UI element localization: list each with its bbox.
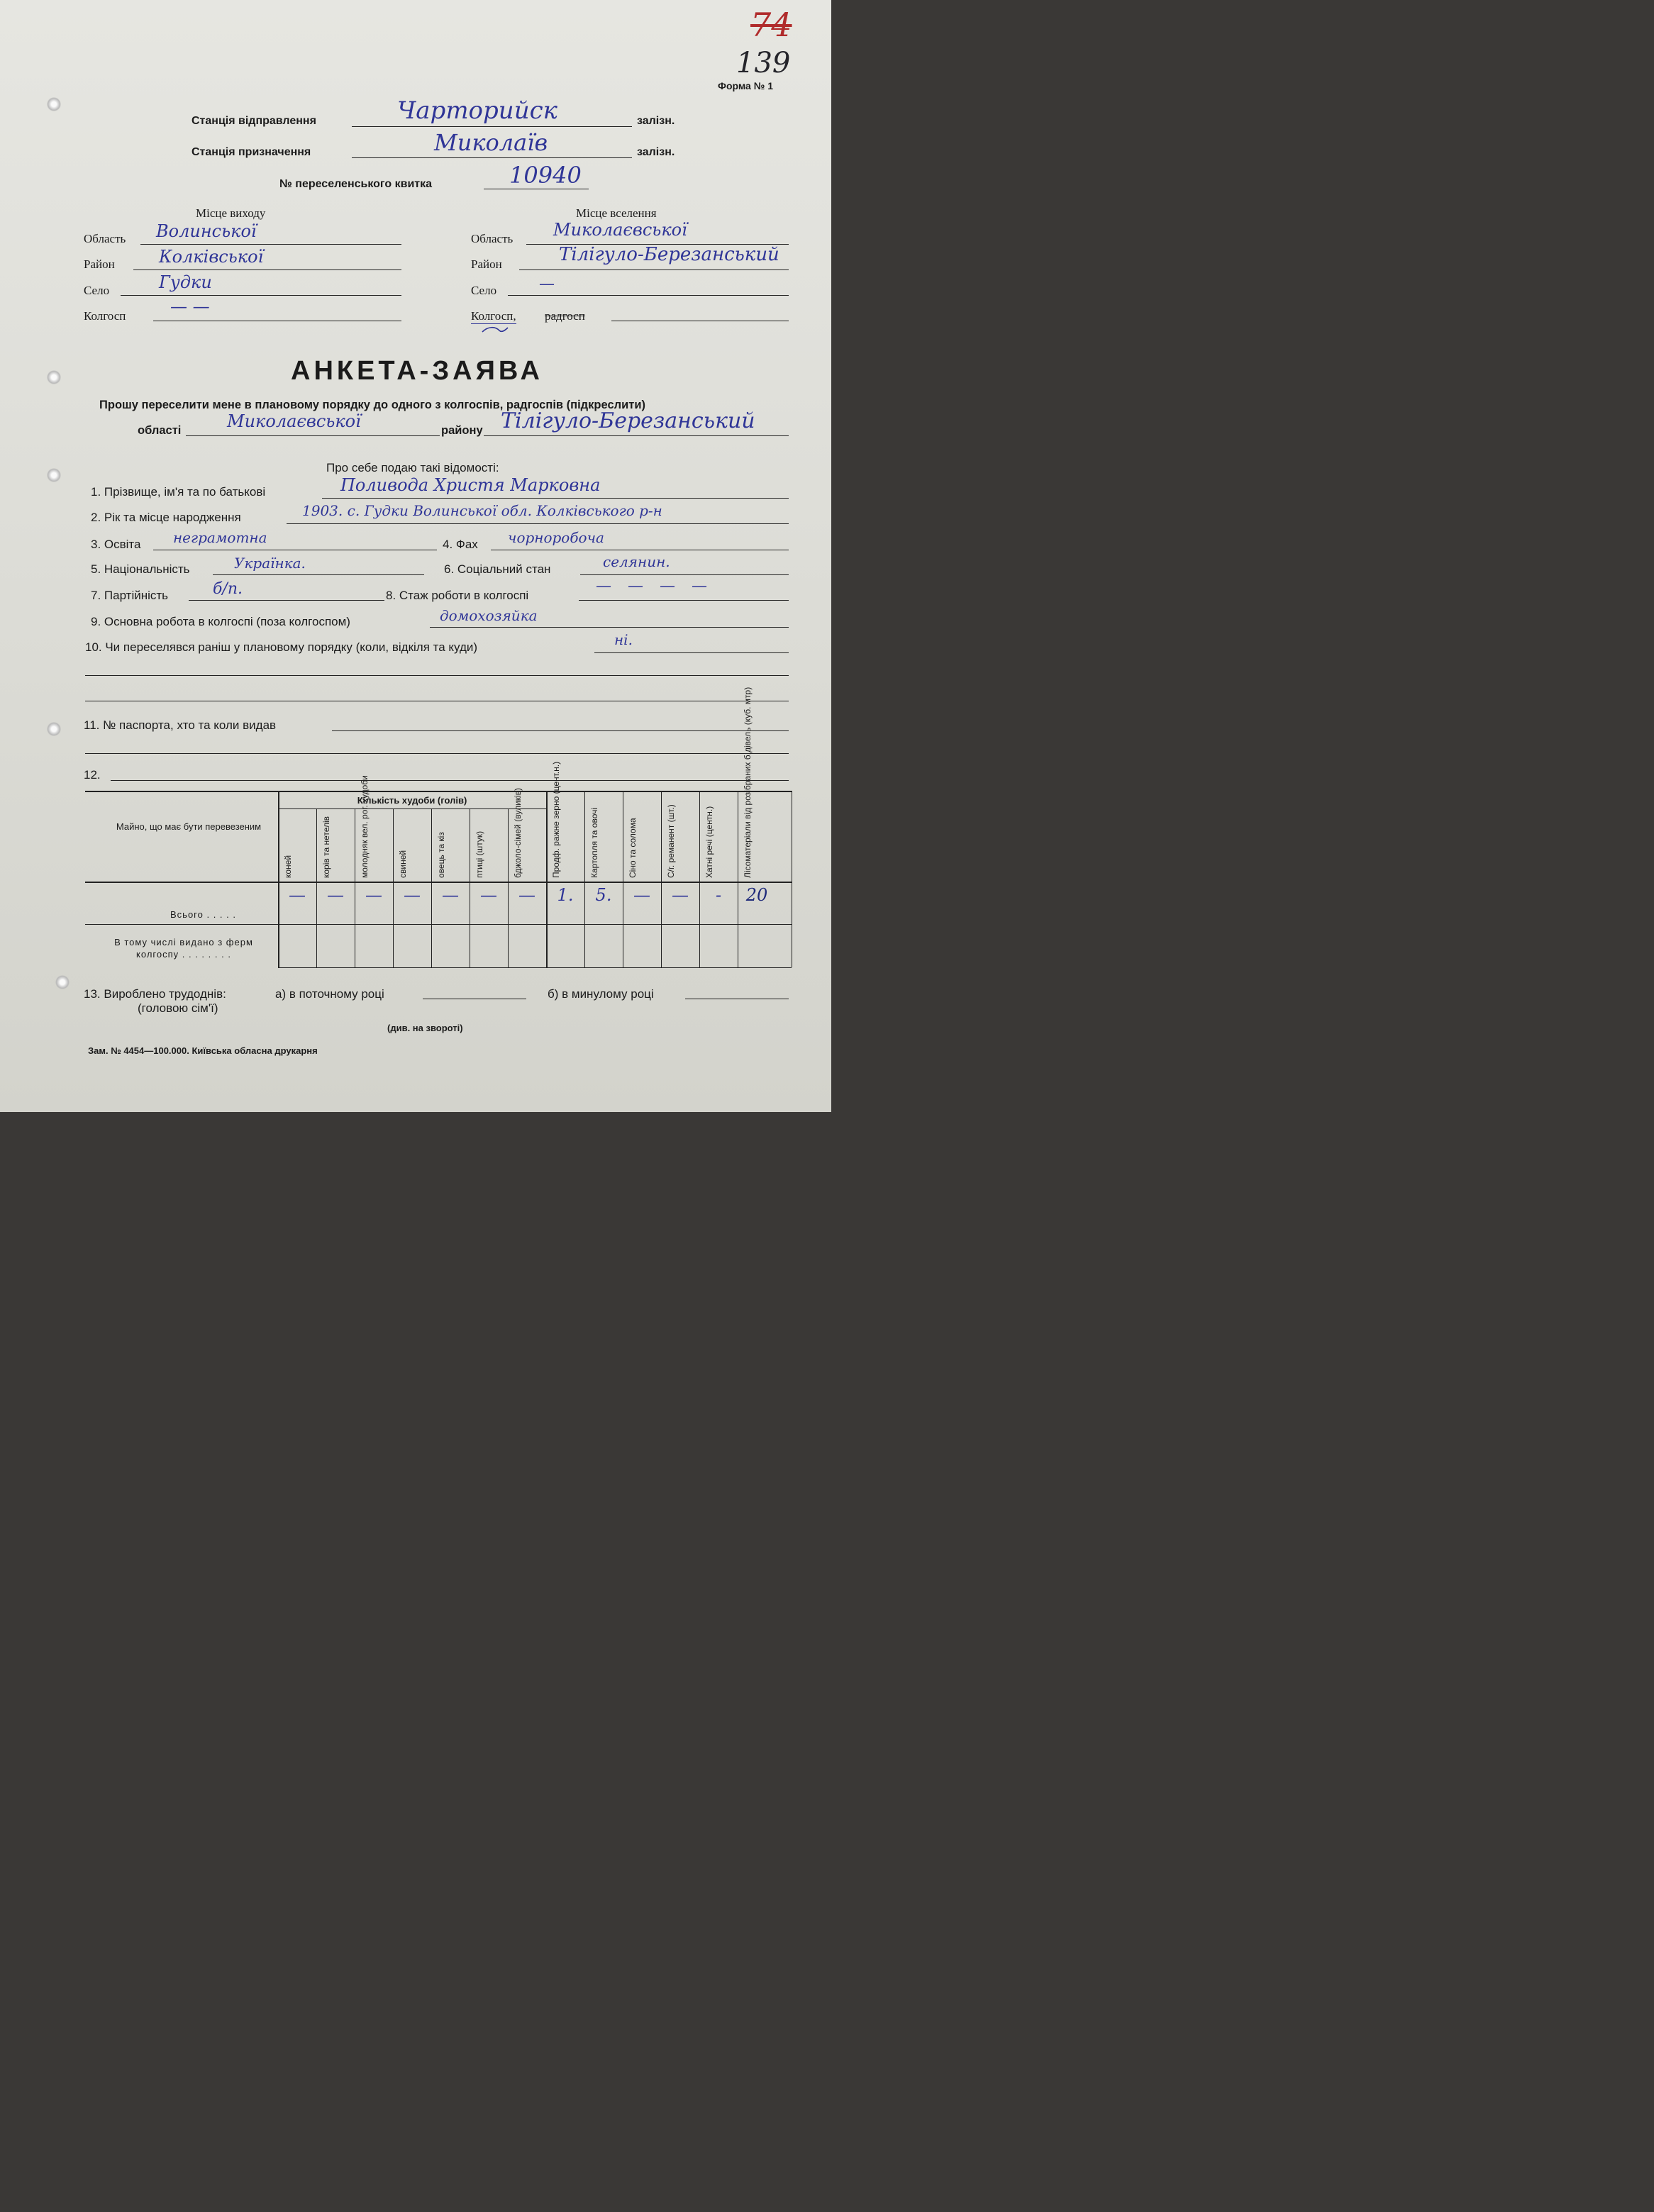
field-7-label: 7. Партійність — [91, 589, 169, 602]
table-total-cell: — — [518, 885, 535, 905]
row-farm-label: В тому числі видано з ферм колгоспу . . . . . . . . — [114, 937, 253, 960]
field-11-label: 11. № паспорта, хто та коли видав — [84, 718, 277, 732]
form-title: АНКЕТА-ЗАЯВА — [291, 356, 543, 386]
dest-kolhosp-label: Колгосп, — [471, 309, 516, 323]
dest-selo-value: — — [539, 275, 555, 293]
table-column-header: Продф. ражне зерно (цент.н.) — [551, 761, 561, 878]
field-10-value: ні. — [614, 631, 633, 648]
field-6-value: селянин. — [603, 553, 670, 570]
field-12-label: 12. — [84, 768, 101, 782]
request-text: Прошу переселити мене в плановому порядку до одного з колгоспів, радгоспів (підкреслити) — [99, 399, 645, 411]
property-header: Майно, що має бути перевезеним — [116, 821, 262, 832]
table-column-header: С/г. реманент (шт.) — [666, 804, 676, 878]
table-total-cell: — — [672, 885, 689, 905]
request-oblast-value: Миколаєвської — [227, 411, 361, 431]
table-total-cell: — — [480, 885, 497, 905]
destination-suffix: залізн. — [637, 146, 675, 158]
dest-oblast-label: Область — [471, 232, 514, 245]
request-oblast-label: області — [138, 424, 182, 437]
reverse-note: (див. на звороті) — [387, 1023, 463, 1033]
origin-raion-label: Район — [84, 257, 115, 271]
table-column-header: бджоло-сімей (вуликів) — [513, 787, 523, 878]
dest-selo-label: Село — [471, 284, 497, 297]
punch-hole — [47, 468, 61, 482]
dest-raion-value: Тілігуло-Березанський — [559, 244, 779, 265]
page-number: 139 — [736, 47, 791, 79]
field-9-label: 9. Основна робота в колгоспі (поза колгоспом) — [91, 615, 350, 628]
dest-radhosp-label: радгосп — [545, 309, 585, 323]
punch-hole — [55, 975, 70, 989]
struck-archive-number: 74 — [750, 6, 792, 44]
intro-text: Про себе подаю такі відомості: — [326, 461, 499, 474]
table-column-divider — [584, 791, 585, 967]
punch-hole — [47, 722, 61, 736]
origin-kolhosp-label: Колгосп — [84, 309, 126, 323]
table-column-divider — [699, 791, 700, 967]
field-5-label: 5. Національність — [91, 562, 190, 576]
field-13-a-label: а) в поточному році — [275, 987, 384, 1001]
dest-raion-label: Район — [471, 257, 502, 271]
field-1-value: Поливода Христя Марковна — [340, 475, 601, 495]
punch-hole — [47, 97, 61, 111]
table-column-header: Хатні речі (центн.) — [704, 806, 714, 878]
table-total-cell: - — [715, 885, 722, 905]
origin-oblast-value: Волинської — [156, 221, 257, 241]
table-column-header: птиці (штук) — [474, 830, 484, 878]
table-column-header: овець та кіз — [436, 832, 446, 878]
destination-value: Миколаїв — [434, 129, 548, 156]
table-total-cell: — — [289, 885, 306, 905]
livestock-group-header: Кількість худоби (голів) — [357, 795, 467, 806]
request-raion-value: Тілігуло-Березанський — [501, 409, 755, 433]
field-2-value: 1903. с. Гудки Волинської обл. Колківського р-н — [302, 502, 662, 519]
field-6-label: 6. Соціальний стан — [444, 562, 551, 576]
departure-value: Чарторийск — [397, 96, 557, 125]
table-column-header: молодняк вел. рог. худоби — [360, 775, 370, 878]
origin-selo-value: Гудки — [159, 272, 212, 292]
origin-raion-value: Колківської — [159, 247, 264, 267]
field-1-label: 1. Прізвище, ім'я та по батькові — [91, 485, 266, 499]
field-13-sub: (головою сім'ї) — [138, 1001, 218, 1015]
table-column-header: корів та нетелів — [321, 816, 331, 878]
table-total-cell: — — [633, 885, 650, 905]
dest-title: Місце вселення — [576, 206, 657, 220]
table-total-cell: — — [404, 885, 421, 905]
table-total-cell: — — [365, 885, 382, 905]
field-9-value: домохозяйка — [440, 607, 538, 624]
field-3-label: 3. Освіта — [91, 538, 141, 551]
origin-oblast-label: Область — [84, 232, 126, 245]
table-total-cell: 1. — [557, 885, 574, 905]
destination-label: Станція призначення — [192, 146, 311, 158]
origin-kolhosp-value: — — — [170, 296, 210, 316]
field-8-label: 8. Стаж роботи в колгоспі — [386, 589, 529, 602]
departure-label: Станція відправлення — [192, 115, 316, 127]
request-raion-label: району — [441, 424, 483, 437]
punch-hole — [47, 370, 61, 384]
field-13-label: 13. Вироблено трудоднів: — [84, 987, 226, 1001]
table-column-header: Картопля та овочі — [589, 807, 599, 878]
origin-selo-label: Село — [84, 284, 110, 297]
handwritten-mark — [481, 325, 509, 335]
departure-suffix: залізн. — [637, 115, 675, 127]
field-13-b-label: б) в минулому році — [548, 987, 654, 1001]
table-column-header: свиней — [398, 850, 408, 878]
field-5-value: Українка. — [234, 555, 306, 572]
row-total-label: Всього . . . . . — [170, 909, 236, 920]
table-total-cell: 5. — [595, 885, 612, 905]
ticket-value: 10940 — [509, 162, 582, 189]
field-10-label: 10. Чи переселявся раніш у плановому порядку (коли, відкіля та куди) — [85, 640, 478, 654]
printer-imprint: Зам. № 4454—100.000. Київська обласна друкарня — [88, 1045, 318, 1056]
dest-oblast-value: Миколаєвської — [553, 220, 687, 240]
table-column-divider — [661, 791, 662, 967]
field-4-value: чорноробоча — [508, 529, 604, 546]
table-total-cell: — — [327, 885, 344, 905]
origin-title: Місце виходу — [196, 206, 266, 220]
table-total-cell: — — [442, 885, 459, 905]
table-column-header: коней — [283, 855, 293, 878]
table-column-divider — [546, 791, 548, 967]
field-7-value: б/п. — [213, 580, 243, 598]
field-8-value: — — — — — [596, 577, 713, 595]
field-4-label: 4. Фах — [443, 538, 478, 551]
table-total-cell: 20 — [745, 885, 768, 905]
field-2-label: 2. Рік та місце народження — [91, 511, 241, 524]
field-3-value: неграмотна — [173, 529, 267, 546]
table-column-header: Сіно та солома — [628, 818, 638, 878]
table-column-divider — [278, 791, 279, 967]
table-column-header: Лісоматеріали від розібраних б.дівель (куб. мтр) — [743, 687, 753, 878]
ticket-label: № переселенського квитка — [279, 178, 433, 190]
form-label: Форма № 1 — [718, 80, 773, 91]
form-page — [0, 0, 831, 1112]
